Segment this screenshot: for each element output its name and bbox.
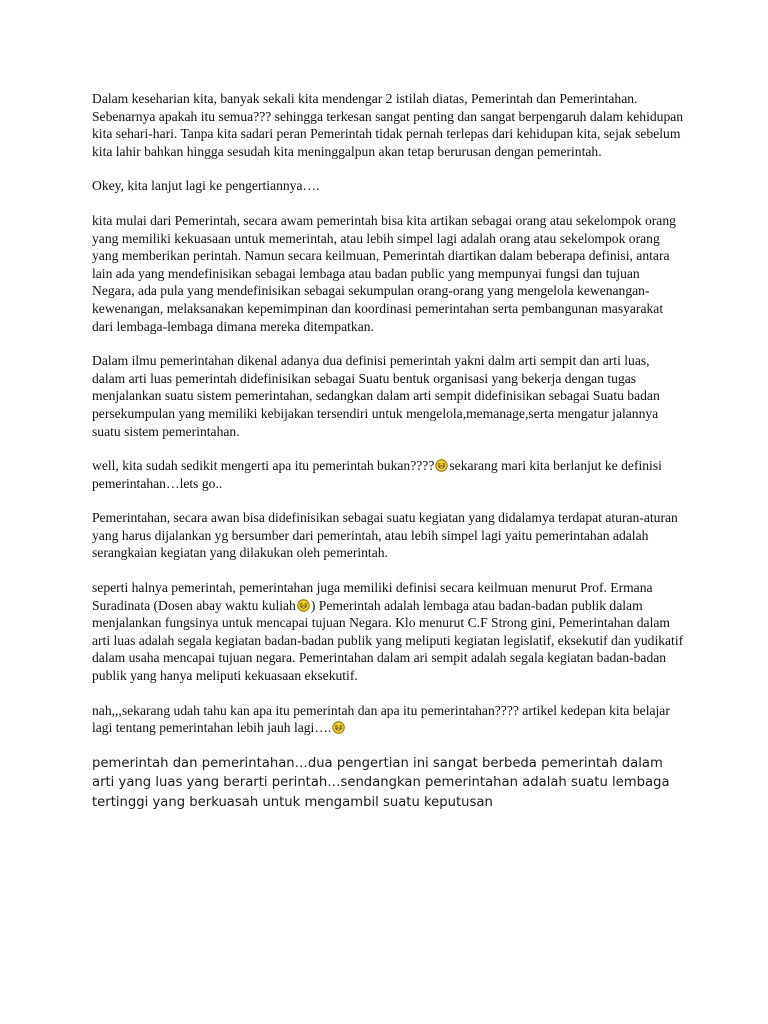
paragraph-keilmuan-part2: ) Pemerintah adalah lembaga atau badan-badan publik dalam menjalankan fungsinya untuk mencapai tujuan Negara. Klo menurut C.F Strong gini, Pemerintahan dalam arti luas adalah segala kegiatan badan-badan publik yang meliputi kegiatan legislatif, eksekutif dan yudikatif dalam usaha mencapai tujuan negara. Pemerintahan dalam ari sempit adalah segala kegiatan badan-badan publik yang hanya meliputi kekuasaan eksekutif. (92, 597, 684, 684)
paragraph-keilmuan (92, 579, 684, 685)
paragraph-well-part1: well, kita sudah sedikit mengerti apa itu pemerintah bukan???? (92, 458, 435, 474)
paragraph-well-part2: sekarang mari kita berlanjut ke definisi pemerintahan…lets go.. (92, 458, 662, 491)
paragraph-pemerintah-definition: kita mulai dari Pemerintah, secara awam pemerintah bisa kita artikan sebagai orang atau sekelompok orang yang memiliki kekuasaan untuk memerintah, atau lebih simpel lagi adalah orang atau sekelompok orang yang memberikan perintah. Namun secara keilmuan, Pemerintah diartikan dalam beberapa definisi, antara lain ada yang mendefinisikan sebagai lembaga atau badan public yang mempunyai fungsi dan tujuan Negara, ada pula yang mendefinisikan sebagai sekumpulan orang-orang yang mengelola kewenangan-kewenangan, melaksanakan kepemimpinan dan koordinasi pemerintahan serta pembangunan masyarakat dari lembaga-lembaga dimana mereka ditempatkan. (92, 212, 676, 334)
paragraph-keilmuan-part1: seperti halnya pemerintah, pemerintahan juga memiliki definisi secara keilmuan menurut Prof. Ermana Suradinata (Dosen abay waktu kuliah (92, 580, 653, 613)
paragraph-pemerintahan-definition: Pemerintahan, secara awan bisa didefinisikan sebagai suatu kegiatan yang didalamya terdapat aturan-aturan yang harus dijalankan yg bersumber dari pemerintah, atau lebih simpel lagi yaitu pemerintahan adalah serangkaian kegiatan yang dilakukan oleh pemerintah. (92, 510, 678, 561)
laughing-smiley-icon (297, 599, 310, 612)
paragraph-intro: Dalam keseharian kita, banyak sekali kita mendengar 2 istilah diatas, Pemerintah dan Pemerintahan. Sebenarnya apakah itu semua??? sehingga terkesan sangat penting dan sangat berpengaruh dalam kehidupan kita sehari-hari. Tanpa kita sadari peran Pemerintah tidak pernah terlepas dari kehidupan kita, sejak sebelum kita lahir bahkan hingga sesudah kita meninggalpun akan tetap berurusan dengan pemerintah. (92, 91, 684, 159)
paragraph-nah-text: nah,,,sekarang udah tahu kan apa itu pemerintah dan apa itu pemerintahan???? artikel kedepan kita belajar lagi tentang pemerintahan lebih jauh lagi…. (92, 702, 670, 736)
paragraph-nah (92, 702, 684, 737)
paragraph-well (92, 457, 684, 492)
paragraph-conclusion: pemerintah dan pemerintahan…dua pengertian ini sangat berbeda pemerintah dalam arti yang luas yang berarti perintah…sendangkan pemerintahan adalah suatu lembaga tertinggi yang berkuasah untuk mengambil suatu keputusan (92, 755, 670, 810)
paragraph-okey: Okey, kita lanjut lagi ke pengertiannya…. (92, 178, 320, 194)
paragraph-ilmu-pemerintahan: Dalam ilmu pemerintahan dikenal adanya dua definisi pemerintah yakni dalm arti sempit dan arti luas, dalam arti luas pemerintah didefinisikan sebagai Suatu bentuk organisasi yang bekerja dengan tugas menjalankan suatu sistem pemerintahan, sedangkan dalam arti sempit didefinisikan sebagai Suatu badan persekumpulan yang memiliki kebijakan tersendiri untuk mengelola,memanage,serta mengatur jalannya suatu sistem pemerintahan. (92, 353, 660, 439)
laughing-smiley-icon (435, 459, 448, 472)
document-page (92, 90, 684, 829)
laughing-smiley-icon (332, 721, 345, 734)
